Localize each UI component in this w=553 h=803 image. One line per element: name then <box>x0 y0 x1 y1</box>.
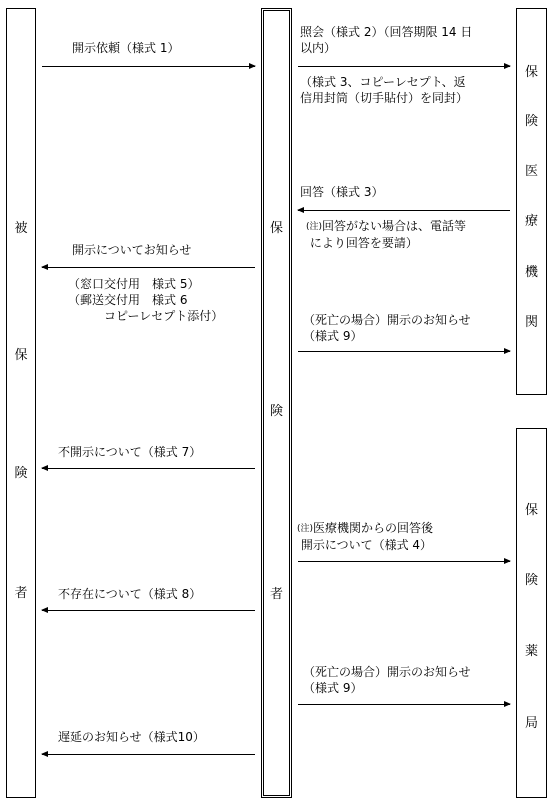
pharmacy-box <box>516 428 547 798</box>
pharmacy-char-3: 薬 <box>524 644 538 659</box>
insurer-box <box>261 8 292 798</box>
pharmacy-char-2: 険 <box>524 573 538 588</box>
death-notice-arrow-2 <box>298 704 510 705</box>
pharmacy-note <box>297 520 433 553</box>
death-notice-arrow-1 <box>298 351 510 352</box>
medical-char-5: 機 <box>524 265 538 280</box>
insured-char-2: 保 <box>14 348 28 363</box>
medical-char-2: 険 <box>524 114 538 129</box>
reply-note-mark: (注) <box>306 222 323 232</box>
insured-char-4: 者 <box>14 586 28 601</box>
disclose-notice-arrow <box>42 267 255 268</box>
request-label: 開示依頼（様式 1） <box>72 41 180 55</box>
pharmacy-disclose-arrow <box>298 561 510 562</box>
pharmacy-char-4: 局 <box>524 716 538 731</box>
insured-char-3: 険 <box>14 466 28 481</box>
disclose-notice-label: 開示についてお知らせ <box>72 243 192 257</box>
request-arrow <box>42 66 255 67</box>
death-notice-label-1: （死亡の場合）開示のお知らせ （様式 9） <box>303 313 471 343</box>
delay-label: 遅延のお知らせ（様式10） <box>58 730 205 744</box>
death-notice-label-2: （死亡の場合）開示のお知らせ （様式 9） <box>303 665 471 695</box>
medical-char-4: 療 <box>524 214 538 229</box>
medical-institution-box <box>516 8 547 395</box>
inquiry-arrow <box>298 66 510 67</box>
disclose-sub-label: （窓口交付用 様式 5） （郵送交付用 様式 6 コピーレセプト添付） <box>68 277 224 323</box>
pharmacy-note-text: 医療機関からの回答後 開示について（様式 4） <box>300 521 434 552</box>
reply-label: 回答（様式 3） <box>300 185 384 199</box>
inquiry-sub-label: （様式 3、コピーレセプト、返 信用封筒（切手貼付）を同封） <box>300 75 469 105</box>
reply-arrow <box>298 210 510 211</box>
reply-note <box>306 218 466 251</box>
insurer-char-3: 者 <box>269 587 283 602</box>
inquiry-label: 照会（様式 2）（回答期限 14 日 以内） <box>300 25 473 55</box>
not-exist-arrow <box>42 610 255 611</box>
not-exist-label: 不存在について（様式 8） <box>58 587 202 601</box>
insurer-char-2: 険 <box>269 404 283 419</box>
insured-box <box>6 8 36 798</box>
non-disclose-label: 不開示について（様式 7） <box>58 445 202 459</box>
insured-char-1: 被 <box>14 221 28 236</box>
medical-char-6: 関 <box>524 315 538 330</box>
reply-note-text: 回答がない場合は、電話等 により回答を要請） <box>309 219 467 250</box>
medical-char-3: 医 <box>524 164 538 179</box>
pharmacy-char-1: 保 <box>524 503 538 518</box>
non-disclose-arrow <box>42 468 255 469</box>
delay-arrow <box>42 754 255 755</box>
insurer-char-1: 保 <box>269 221 283 236</box>
pharmacy-note-mark: (注) <box>297 524 314 534</box>
medical-char-1: 保 <box>524 65 538 80</box>
